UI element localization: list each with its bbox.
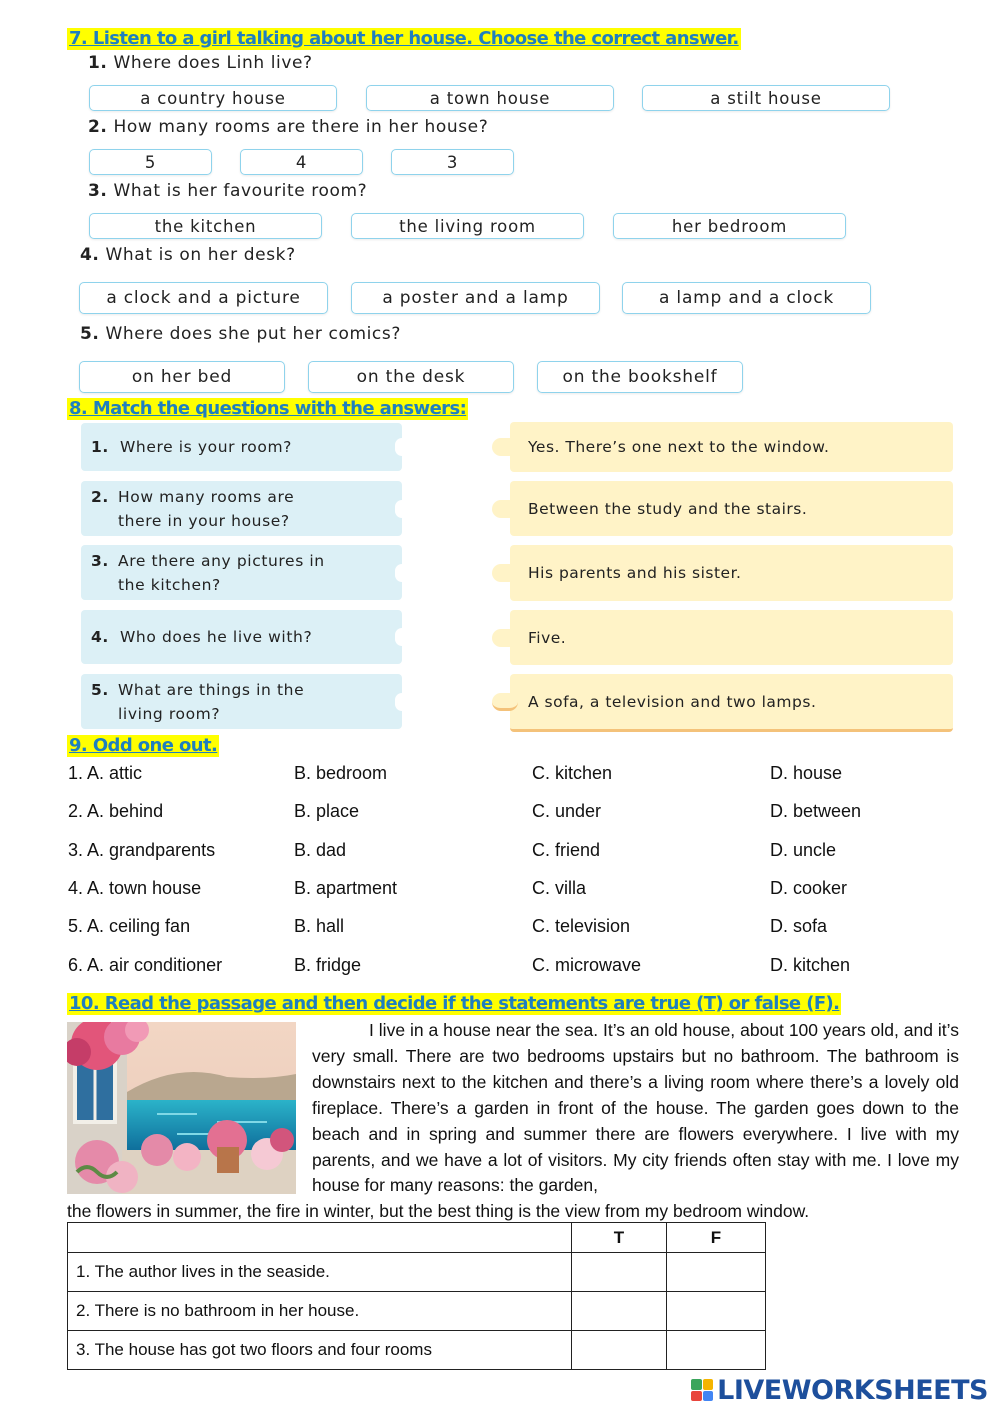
match-question-text [91, 678, 304, 726]
question-line: Are there any pictures in [118, 551, 325, 570]
table-row [68, 1253, 766, 1292]
connector-notch [395, 438, 409, 456]
answer-text: Between the study and the stairs. [528, 499, 808, 518]
question-line: living room? [118, 704, 221, 723]
option-the-kitchen[interactable]: the kitchen [89, 213, 322, 239]
option-a-town-house[interactable]: a town house [366, 85, 614, 111]
match-question-3[interactable] [81, 545, 402, 600]
odd-6-b: B. fridge [294, 955, 362, 975]
option-a-country-house[interactable]: a country house [89, 85, 337, 111]
odd-3-a: 3. A. grandparents [68, 840, 216, 860]
odd-2-d: D. between [770, 801, 862, 821]
question-number: 1. [88, 53, 108, 73]
odd-4-b: B. apartment [294, 878, 398, 898]
match-answer-4[interactable] [510, 610, 953, 665]
option-her-bedroom[interactable]: her bedroom [613, 213, 846, 239]
connector-tab [492, 500, 518, 518]
odd-5-a: 5. A. ceiling fan [68, 916, 191, 936]
liveworksheets-logo [691, 1374, 988, 1406]
liveworksheets-logo-icon [691, 1379, 713, 1401]
table-header-row [68, 1223, 766, 1253]
odd-1-d: D. house [770, 763, 843, 783]
question-line: there in your house? [118, 511, 290, 530]
odd-3-b: B. dad [294, 840, 347, 860]
match-question-4[interactable] [81, 610, 402, 664]
match-question-text [91, 485, 294, 533]
section-7-heading: 7. Listen to a girl talking about her house. Choose the correct answer. [69, 28, 739, 49]
question-line: What are things in the [118, 680, 305, 699]
section-8-heading: 8. Match the questions with the answers: [69, 398, 467, 419]
true-header: T [572, 1223, 667, 1253]
question-7-4 [80, 245, 296, 265]
question-7-5 [80, 324, 401, 344]
true-cell-2[interactable] [572, 1292, 667, 1331]
answer-text: A sofa, a television and two lamps. [528, 692, 817, 711]
statement-2: 2. There is no bathroom in her house. [68, 1292, 572, 1331]
answer-text: Five. [528, 628, 567, 647]
question-text: How many rooms are there in her house? [113, 117, 489, 137]
option-3[interactable]: 3 [391, 149, 514, 175]
statement-3: 3. The house has got two floors and four rooms [68, 1331, 572, 1370]
odd-6-a: 6. A. air conditioner [68, 955, 223, 975]
option-4[interactable]: 4 [240, 149, 363, 175]
option-a-poster-and-a-lamp[interactable]: a poster and a lamp [351, 282, 600, 314]
connector-tab [492, 564, 518, 582]
passage-body: I live in a house near the sea. It’s an old house, about 100 years old, and it’s very small. There are two bedrooms upstairs but no bathroom. The bathroom is downstairs next to the kitchen and there’s a living room where there’s a lovely old fireplace. There’s a garden in front of the house. The garden goes down to the beach and in spring and summer there are flowers everywhere. I live with my parents, and we have a lot of visitors. My city friends often stay with me. I love my house for many reasons: the garden, [312, 1020, 959, 1196]
match-answer-1[interactable] [510, 422, 953, 472]
true-cell-1[interactable] [572, 1253, 667, 1292]
option-a-clock-and-a-picture[interactable]: a clock and a picture [79, 282, 328, 314]
false-header: F [667, 1223, 766, 1253]
question-7-3 [88, 181, 367, 201]
option-a-lamp-and-a-clock[interactable]: a lamp and a clock [622, 282, 871, 314]
odd-3-c: C. friend [532, 840, 601, 860]
match-answer-3[interactable] [510, 545, 953, 601]
connector-notch [395, 628, 409, 646]
connector-tab [492, 693, 518, 711]
table-row [68, 1292, 766, 1331]
statement-header [68, 1223, 572, 1253]
question-number: 3. [91, 551, 109, 570]
question-number: 4. [91, 628, 109, 646]
odd-1-c: C. kitchen [532, 763, 613, 783]
odd-2-b: B. place [294, 801, 360, 821]
odd-3-d: D. uncle [770, 840, 837, 860]
question-number: 2. [88, 117, 108, 137]
question-text: What is on her desk? [105, 245, 296, 265]
option-on-the-desk[interactable]: on the desk [308, 361, 514, 393]
odd-5-c: C. television [532, 916, 631, 936]
odd-2-c: C. under [532, 801, 602, 821]
table-row [68, 1331, 766, 1370]
odd-6-d: D. kitchen [770, 955, 851, 975]
true-cell-3[interactable] [572, 1331, 667, 1370]
true-false-table [67, 1222, 766, 1370]
option-on-the-bookshelf[interactable]: on the bookshelf [537, 361, 743, 393]
question-number: 4. [80, 245, 100, 265]
odd-1-b: B. bedroom [294, 763, 388, 783]
match-question-text [91, 625, 312, 649]
question-text: Where does she put her comics? [105, 324, 401, 344]
odd-6-c: C. microwave [532, 955, 642, 975]
question-line: the kitchen? [118, 575, 221, 594]
false-cell-1[interactable] [667, 1253, 766, 1292]
connector-notch [395, 500, 409, 518]
false-cell-2[interactable] [667, 1292, 766, 1331]
match-question-2[interactable] [81, 481, 402, 536]
statement-1: 1. The author lives in the seaside. [68, 1253, 572, 1292]
odd-4-d: D. cooker [770, 878, 848, 898]
match-answer-2[interactable] [510, 481, 953, 536]
odd-4-a: 4. A. town house [68, 878, 202, 898]
connector-tab [492, 629, 518, 647]
option-5[interactable]: 5 [89, 149, 212, 175]
odd-1-a: 1. A. attic [68, 763, 143, 783]
odd-4-c: C. villa [532, 878, 587, 898]
match-question-1[interactable] [81, 423, 402, 471]
question-number: 2. [91, 487, 109, 506]
odd-5-b: B. hall [294, 916, 345, 936]
question-lines [118, 678, 304, 726]
false-cell-3[interactable] [667, 1331, 766, 1370]
question-number: 1. [91, 438, 109, 456]
match-question-5[interactable] [81, 674, 402, 729]
odd-5-d: D. sofa [770, 916, 828, 936]
odd-2-a: 2. A. behind [68, 801, 164, 821]
logo-text: LIVEWORKSHEETS [717, 1374, 988, 1406]
question-number: 5. [91, 680, 109, 699]
question-7-1 [88, 53, 313, 73]
connector-notch [395, 564, 409, 582]
option-the-living-room[interactable]: the living room [351, 213, 584, 239]
passage-last-line: the flowers in summer, the fire in winter, but the best thing is the view from my bedroom window. [67, 1201, 810, 1221]
question-text: What is her favourite room? [113, 181, 368, 201]
question-line: Who does he live with? [120, 628, 313, 646]
question-text: Where does Linh live? [113, 53, 313, 73]
option-a-stilt-house[interactable]: a stilt house [642, 85, 890, 111]
question-line: How many rooms are [118, 487, 295, 506]
match-question-text [91, 435, 292, 459]
connector-tab [492, 438, 518, 456]
match-question-text [91, 549, 325, 597]
question-lines [118, 549, 325, 597]
question-number: 5. [80, 324, 100, 344]
question-lines [118, 485, 294, 533]
seaside-house-painting [67, 1022, 296, 1194]
answer-text: His parents and his sister. [528, 564, 742, 582]
connector-notch [395, 693, 409, 711]
question-number: 3. [88, 181, 108, 201]
question-line: Where is your room? [120, 438, 292, 456]
match-answer-5[interactable] [510, 674, 953, 732]
section-10-heading: 10. Read the passage and then decide if the statements are true (T) or false (F). [69, 993, 840, 1014]
answer-text: Yes. There’s one next to the window. [528, 438, 830, 456]
option-on-her-bed[interactable]: on her bed [79, 361, 285, 393]
question-7-2 [88, 117, 488, 137]
section-9-heading: 9. Odd one out. [69, 735, 218, 756]
